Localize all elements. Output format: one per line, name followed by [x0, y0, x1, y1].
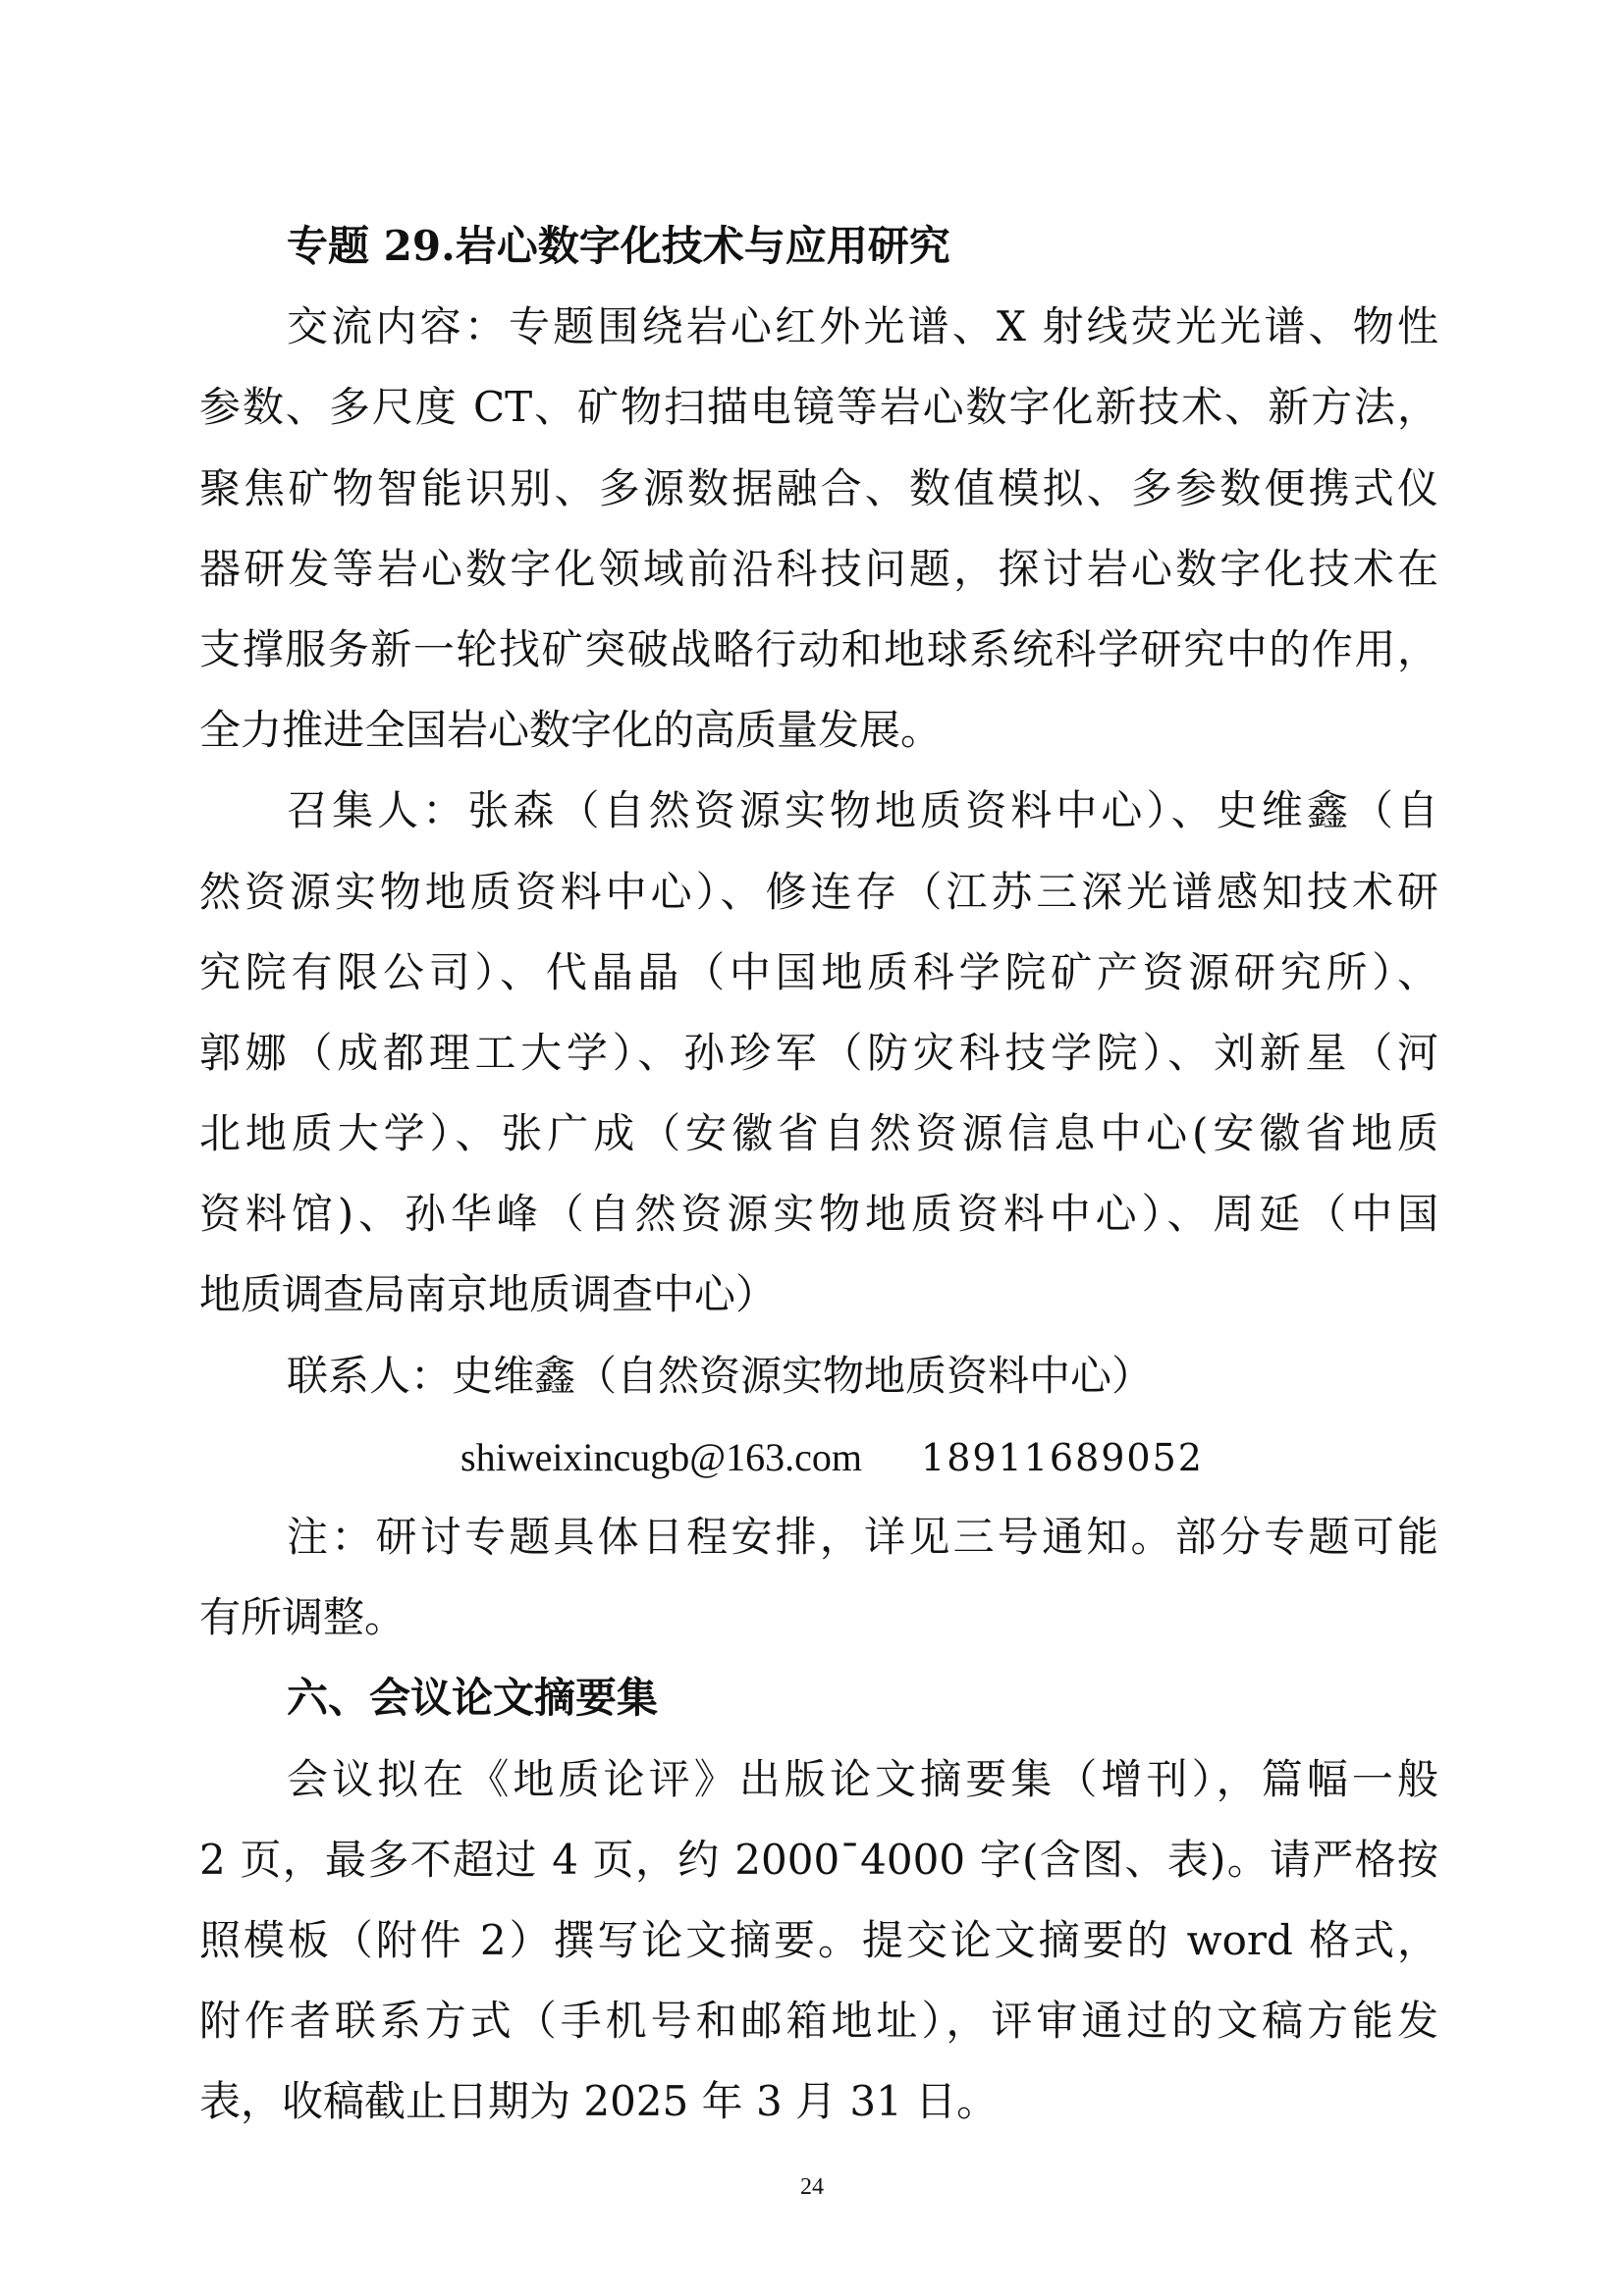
exchange-line: 交流内容：专题围绕岩心红外光谱、X 射线荧光光谱、物性 — [287, 302, 1438, 351]
section-line: 会议拟在《地质论评》出版论文摘要集（增刊），篇幅一般 — [287, 1754, 1438, 1803]
convener-line: 究院有限公司）、代晶晶（中国地质科学院矿产资源研究所）、 — [199, 947, 1438, 996]
convener-line: 郭娜（成都理工大学）、孙珍军（防灾科技学院）、刘新星（河 — [199, 1028, 1438, 1077]
note-line: 注：研讨专题具体日程安排，详见三号通知。部分专题可能 — [287, 1513, 1438, 1561]
exchange-line: 器研发等岩心数字化领域前沿科技问题，探讨岩心数字化技术在 — [199, 544, 1438, 593]
convener-line: 召集人：张森（自然资源实物地质资料中心）、史维鑫（自 — [287, 786, 1438, 835]
contact-phone: 18911689052 — [921, 1435, 1204, 1479]
convener-line: 资料馆)、孙华峰（自然资源实物地质资料中心）、周延（中国 — [199, 1190, 1438, 1239]
contact-email[interactable]: shiweixincugb@163.com — [460, 1434, 863, 1479]
exchange-line: 支撑服务新一轮找矿突破战略行动和地球系统科学研究中的作用， — [199, 624, 1438, 673]
convener-line: 地质调查局南京地质调查中心） — [199, 1270, 778, 1319]
exchange-line: 参数、多尺度 CT、矿物扫描电镜等岩心数字化新技术、新方法， — [199, 383, 1438, 432]
exchange-line: 聚焦矿物智能识别、多源数据融合、数值模拟、多参数便携式仪 — [199, 463, 1438, 512]
page-number: 24 — [800, 2174, 824, 2200]
section-heading: 六、会议论文摘要集 — [287, 1674, 659, 1723]
topic-heading: 专题 29.岩心数字化技术与应用研究 — [287, 222, 950, 270]
section-line: 表，收稿截止日期为 2025 年 3 月 31 日。 — [199, 2077, 999, 2126]
section-line: 附作者联系方式（手机号和邮箱地址），评审通过的文稿方能发 — [199, 1997, 1438, 2046]
note-line: 有所调整。 — [199, 1593, 406, 1642]
contact-person-line: 联系人：史维鑫（自然资源实物地质资料中心） — [287, 1351, 1154, 1400]
document-body — [199, 206, 1438, 2143]
exchange-line: 全力推进全国岩心数字化的高质量发展。 — [199, 706, 943, 755]
contact-details — [199, 1416, 1438, 1497]
section-line: 照模板（附件 2）撰写论文摘要。提交论文摘要的 word 格式， — [199, 1915, 1438, 1964]
section-line: 2 页，最多不超过 4 页，约 2000¯4000 字(含图、表)。请严格按 — [199, 1835, 1438, 1884]
convener-line: 然资源实物地质资料中心）、修连存（江苏三深光谱感知技术研 — [199, 867, 1438, 916]
convener-line: 北地质大学）、张广成（安徽省自然资源信息中心(安徽省地质 — [199, 1109, 1438, 1158]
